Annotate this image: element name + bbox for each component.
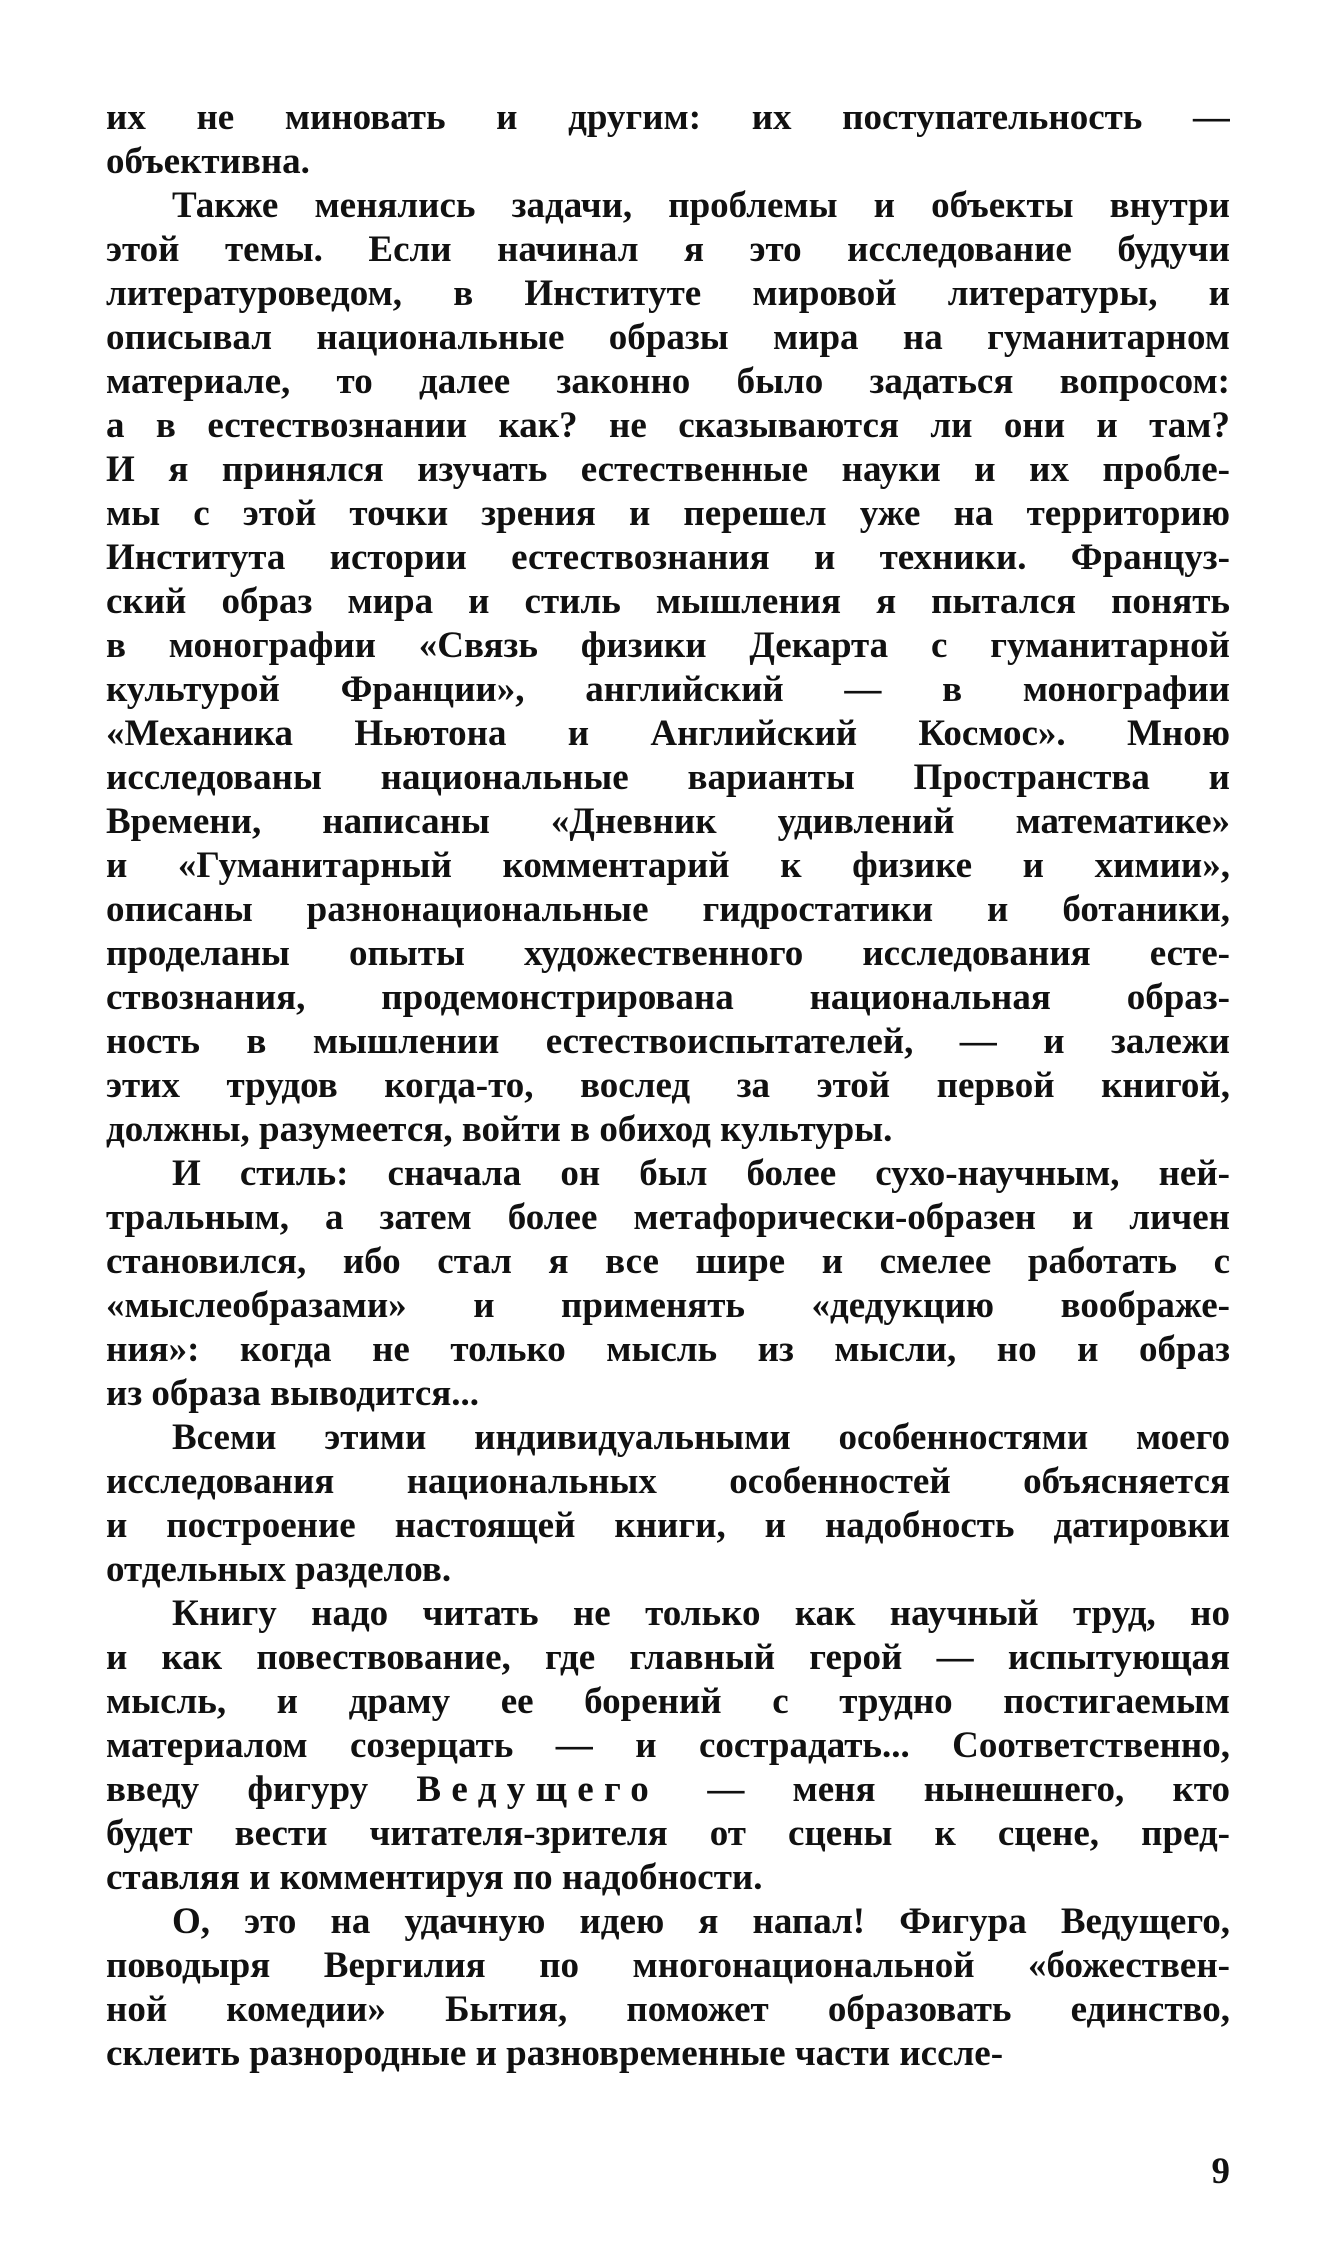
text-line: ния»: когда не только мысль из мысли, но и образ [106,1329,1230,1370]
text-line: Времени, написаны «Дневник удивлений математике» [106,801,1230,842]
text-line: И стиль: сначала он был более сухо-научным, ней- [172,1153,1230,1194]
text-line: ский образ мира и стиль мышления я пытался понять [106,581,1230,622]
text-line: ность в мышлении естествоиспытателей, — и залежи [106,1021,1230,1062]
text-line: в монографии «Связь физики Декарта с гуманитарной [106,625,1230,666]
text-line: проделаны опыты художественного исследования есте- [106,933,1230,974]
text-body [106,96,1230,2076]
text-line: из образа выводится... [106,1373,480,1414]
text-line: объективна. [106,141,310,182]
text-line: и «Гуманитарный комментарий к физике и химии», [106,845,1230,886]
text-line: исследования национальных особенностей объясняется [106,1461,1230,1502]
text-line: «Механика Ньютона и Английский Космос». Мною [106,713,1230,754]
text-line: мысль, и драму ее борений с трудно постигаемым [106,1681,1230,1722]
text-line: ной комедии» Бытия, поможет образовать единство, [106,1989,1230,2030]
text-line: «мыслеобразами» и применять «дедукцию воображе- [106,1285,1230,1326]
text-line: О, это на удачную идею я напал! Фигура Ведущего, [172,1901,1230,1942]
text-line: поводыря Вергилия по многонациональной «божествен- [106,1945,1230,1986]
text-line: а в естествознании как? не сказываются ли они и там? [106,405,1230,446]
text-line: должны, разумеется, войти в обиход культуры. [106,1109,893,1150]
paragraph [106,96,1230,184]
text-line: исследованы национальные варианты Пространства и [106,757,1230,798]
page-number: 9 [1211,2151,1230,2192]
text-line: материалом созерцать — и сострадать... Соответственно, [106,1725,1230,1766]
text-line: материале, то далее законно было задаться вопросом: [106,361,1230,402]
text-line: и как повествование, где главный герой — испытующая [106,1637,1230,1678]
text-line: ствознания, продемонстрирована национальная образ- [106,977,1230,1018]
paragraph [106,1416,1230,1592]
text-line: описаны разнонациональные гидростатики и ботаники, [106,889,1230,930]
text-line: мы с этой точки зрения и перешел уже на территорию [106,493,1230,534]
paragraph [106,1592,1230,1900]
text-line: склеить разнородные и разновременные части иссле- [106,2033,1004,2074]
text-line: и построение настоящей книги, и надобность датировки [106,1505,1230,1546]
text-line: Всеми этими индивидуальными особенностями моего [172,1417,1230,1458]
paragraph [106,184,1230,1152]
text-line: введу фигуру Ведущего — меня нынешнего, кто [106,1769,1230,1810]
text-line: литературоведом, в Институте мировой литературы, и [106,273,1230,314]
text-line: Также менялись задачи, проблемы и объекты внутри [172,185,1230,226]
text-line: культурой Франции», английский — в монографии [106,669,1230,710]
text-line: их не миновать и другим: их поступательность — [106,97,1230,138]
text-line: ставляя и комментируя по надобности. [106,1857,763,1898]
text-line: становился, ибо стал я все шире и смелее работать с [106,1241,1230,1282]
text-line: отдельных разделов. [106,1549,452,1590]
text-line: И я принялся изучать естественные науки и их пробле- [106,449,1230,490]
text-line: этих трудов когда-то, вослед за этой первой книгой, [106,1065,1230,1106]
text-line: Книгу надо читать не только как научный труд, но [172,1593,1230,1634]
text-line: тральным, а затем более метафорически-образен и личен [106,1197,1230,1238]
paragraph [106,1152,1230,1416]
text-line: Института истории естествознания и техники. Француз- [106,537,1230,578]
paragraph [106,1900,1230,2076]
spaced-emphasis: Ведущего [416,1769,660,1810]
text-line: будет вести читателя-зрителя от сцены к сцене, пред- [106,1813,1230,1854]
text-line: этой темы. Если начинал я это исследование будучи [106,229,1230,270]
text-line: описывал национальные образы мира на гуманитарном [106,317,1230,358]
